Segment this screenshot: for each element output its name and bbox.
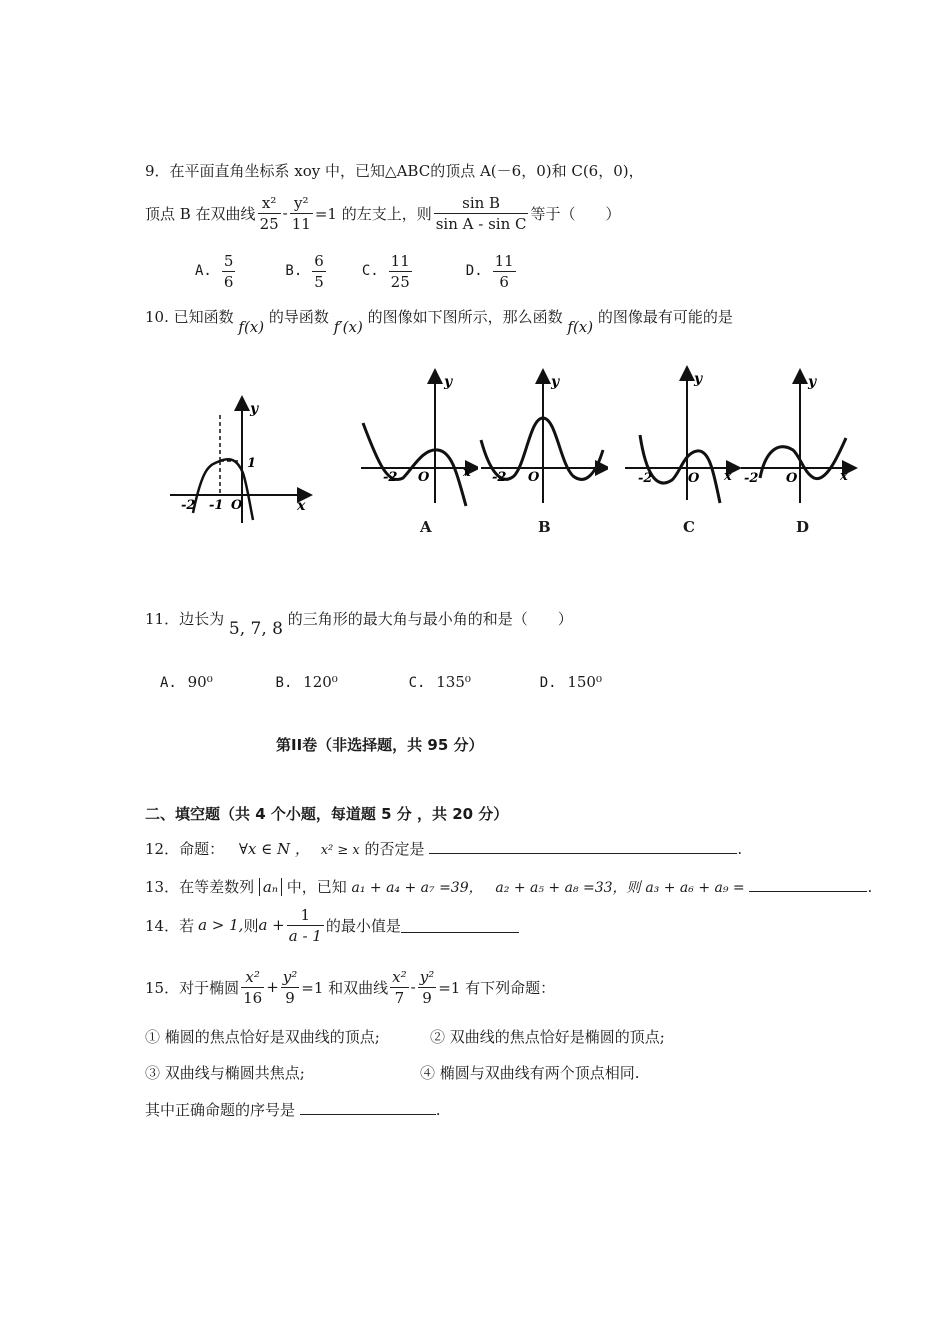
q10-text-b: 的导函数 <box>268 308 329 326</box>
q14-frac <box>287 905 324 946</box>
fill-title: 二、填空题（共 4 个小题，每道题 5 分 ，共 20 分） <box>145 805 509 823</box>
option-a-value <box>222 251 236 292</box>
tick-neg1: -1 <box>209 498 224 513</box>
q10-text-d: 的图像最有可能的是 <box>597 308 733 326</box>
frac-num: x² <box>258 193 281 214</box>
q15-text-a: 15．对于椭圆 <box>145 978 240 997</box>
q14-text-a: 14．若 <box>145 916 195 935</box>
q12-line <box>145 838 742 859</box>
q14-text-b: 则 <box>243 916 259 935</box>
tick-1: 1 <box>247 456 257 471</box>
graph-a <box>358 368 478 508</box>
option-b-label: B. <box>275 675 293 691</box>
option-d-label: D. <box>465 263 483 279</box>
origin-label: O <box>231 498 243 513</box>
q15-line1 <box>145 962 555 1012</box>
option-c-value <box>389 251 412 292</box>
q11-text-a: 11．边长为 <box>145 610 225 628</box>
q13-line <box>145 876 872 897</box>
q12-answer-blank[interactable] <box>429 839 737 854</box>
q9-ratio <box>434 193 529 234</box>
q13-text-b: 中，已知 <box>286 878 347 896</box>
q9-hyperbola-term1 <box>258 193 281 234</box>
q13-eq3: a₃ + a₆ + a₉ = <box>645 880 745 896</box>
graph-c-label: C <box>683 518 695 536</box>
graph-d-label: D <box>796 518 810 536</box>
frac-num: 6 <box>314 251 324 270</box>
q15-item2: ② 双曲线的焦点恰好是椭圆的顶点; <box>430 1028 665 1046</box>
graph-d <box>738 368 860 508</box>
frac-num: 5 <box>223 251 234 270</box>
q15-text-d: 其中正确命题的序号是 <box>145 1101 296 1119</box>
frac-den: sin A - sin C <box>435 214 527 233</box>
q15-text-c: =1 有下列命题： <box>438 978 556 997</box>
minus-sign: - <box>282 204 288 222</box>
q12-end: . <box>737 840 743 858</box>
x-label: x <box>297 498 306 514</box>
frac-den: 7 <box>394 988 405 1007</box>
y-label: y <box>694 371 703 387</box>
q14-answer-blank[interactable] <box>401 918 519 933</box>
y-label: y <box>551 374 560 390</box>
q15-text-b: =1 和双曲线 <box>301 978 389 997</box>
q15-end: . <box>435 1101 441 1119</box>
frac-num: 11 <box>494 251 514 270</box>
option-a-label: A. <box>160 675 177 691</box>
tick-neg2: -2 <box>492 470 507 485</box>
q11-options <box>160 673 602 691</box>
derivative-graph <box>165 395 315 525</box>
frac-num: y² <box>419 967 435 986</box>
option-c-value: 135⁰ <box>436 673 471 691</box>
q10-fx-2: f(x) <box>567 318 594 336</box>
frac-num: x² <box>241 967 264 988</box>
minus-sign: - <box>410 978 416 996</box>
origin-label: O <box>418 470 430 485</box>
frac-den: 6 <box>499 272 509 291</box>
frac-den: 9 <box>422 988 432 1007</box>
frac-den: 11 <box>291 214 311 233</box>
graph-b <box>478 368 608 508</box>
q13-seq: aₙ <box>262 878 278 896</box>
q15-hyperbola-term1 <box>390 967 408 1008</box>
frac-num: y² <box>282 967 298 986</box>
q15-ellipse-term2 <box>281 967 300 1008</box>
q15-ellipse-term1 <box>241 967 264 1008</box>
plus-sign: + <box>266 978 279 996</box>
q12-text-a: 12．命题： <box>145 840 225 858</box>
y-label: y <box>444 374 453 390</box>
tick-neg2: -2 <box>744 471 759 486</box>
q11-text-b: 的三角形的最大角与最小角的和是（ ） <box>287 610 573 628</box>
option-b-value <box>312 251 326 292</box>
origin-label: O <box>528 470 540 485</box>
q14-text-c: 的最小值是 <box>325 916 401 935</box>
frac-num: sin B <box>434 193 529 214</box>
q11-sides: 5, 7, 8 <box>228 619 283 639</box>
q9-line1: 9．在平面直角坐标系 xoy 中，已知△ABC的顶点 A(－6，0)和 C(6，0)， <box>145 162 644 180</box>
q10-fx: f(x) <box>238 318 265 336</box>
q10-fpx: f′(x) <box>333 318 363 336</box>
frac-den: 5 <box>314 272 324 291</box>
q13-answer-blank[interactable] <box>749 877 867 892</box>
q15-item4: ④ 椭圆与双曲线有两个顶点相同. <box>420 1064 640 1082</box>
graph-a-label: A <box>420 518 432 536</box>
y-label: y <box>250 401 259 417</box>
q15-item1: ① 椭圆的焦点恰好是双曲线的顶点; <box>145 1028 380 1046</box>
q15-item3: ③ 双曲线与椭圆共焦点; <box>145 1064 305 1082</box>
q12-formula: ∀x ∈ N ， <box>238 840 310 858</box>
curve-a <box>363 423 466 506</box>
q9-hyperbola-term2 <box>290 193 313 234</box>
frac-num: y² <box>290 193 313 214</box>
option-a-label: A. <box>195 263 212 279</box>
tick-neg2: -2 <box>181 498 196 513</box>
q12-formula2: x² ≥ x <box>320 843 360 858</box>
curve-d <box>760 438 846 479</box>
graph-c <box>622 365 742 505</box>
q13-eq1: a₁ + a₄ + a₇ =39， <box>351 880 483 896</box>
x-label: x <box>724 469 732 484</box>
origin-label: O <box>688 471 700 486</box>
q10-text-c: 的图像如下图所示，那么函数 <box>367 308 563 326</box>
frac-den: 25 <box>390 272 410 291</box>
q9-line2-post: 等于（ ） <box>530 204 621 223</box>
q9-options <box>195 248 518 294</box>
frac-num: 1 <box>287 905 324 926</box>
frac-num: x² <box>392 967 407 986</box>
x-label: x <box>840 469 848 484</box>
q11-line <box>145 608 573 639</box>
option-c-label: C. <box>408 675 426 691</box>
option-a-value: 90⁰ <box>187 673 213 691</box>
section2-title: 第II卷（非选择题，共 95 分） <box>276 736 484 754</box>
q14-expr: a + <box>258 916 285 934</box>
y-label: y <box>808 374 817 390</box>
frac-den: 25 <box>259 214 279 233</box>
q12-text-b: 的否定是 <box>364 840 425 858</box>
q13-end: . <box>867 878 873 896</box>
frac-den: 6 <box>223 272 234 291</box>
frac-num: 11 <box>390 251 410 270</box>
x-label: x <box>463 465 471 480</box>
q15-answer-line <box>145 1099 441 1120</box>
option-d-label: D. <box>539 675 557 691</box>
q13-text-a: 13．在等差数列 <box>145 878 255 896</box>
q9-line2 <box>145 188 621 238</box>
q10-text-a: 10. 已知函数 <box>145 308 234 326</box>
q15-hyperbola-term2 <box>418 967 437 1008</box>
q10-line <box>145 306 733 336</box>
origin-label: O <box>786 471 798 486</box>
q14-line <box>145 902 519 948</box>
option-d-value <box>493 251 516 292</box>
q15-answer-blank[interactable] <box>300 1100 436 1115</box>
tick-neg2: -2 <box>638 471 653 486</box>
tick-neg2: -2 <box>383 470 398 485</box>
frac-den: 16 <box>243 988 263 1007</box>
graph-b-label: B <box>538 518 551 536</box>
q13-eq2: a₂ + a₅ + a₈ =33，则 <box>495 880 641 896</box>
option-d-value: 150⁰ <box>567 673 602 691</box>
option-b-value: 120⁰ <box>303 673 338 691</box>
q9-line2-mid: =1 的左支上，则 <box>314 204 432 223</box>
frac-den: a - 1 <box>288 926 322 945</box>
frac-den: 9 <box>285 988 295 1007</box>
option-c-label: C. <box>361 263 379 279</box>
q14-cond: a > 1, <box>198 916 244 934</box>
option-b-label: B. <box>285 263 303 279</box>
q9-line2-pre: 顶点 B 在双曲线 <box>145 204 256 223</box>
